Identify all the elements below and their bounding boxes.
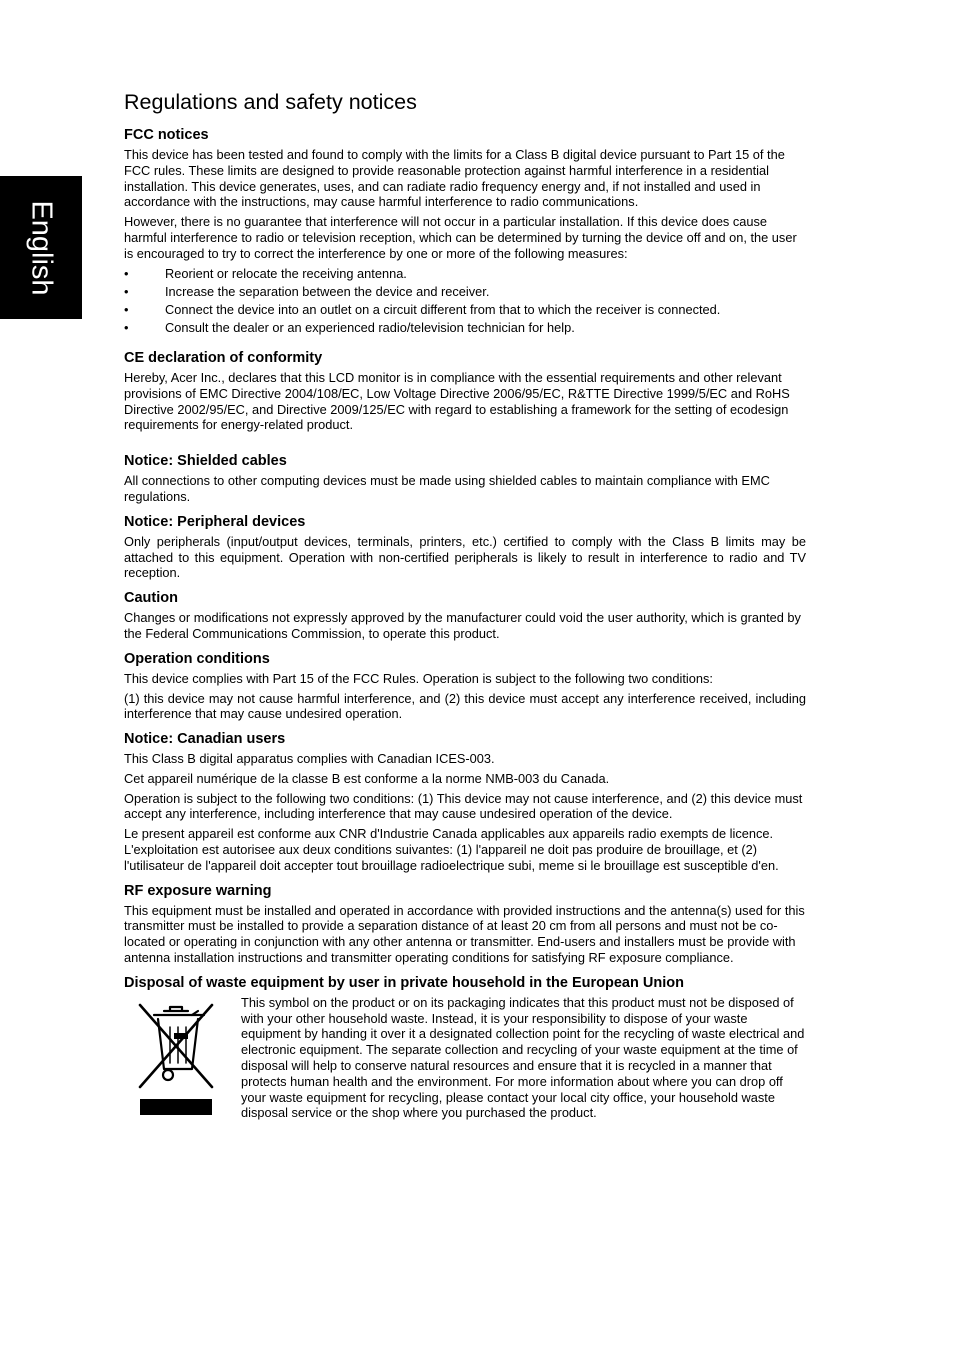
- bullet-mark: •: [124, 283, 129, 299]
- rf-exposure-heading: RF exposure warning: [124, 882, 272, 899]
- bullet-mark: •: [124, 265, 129, 281]
- fcc-paragraph-2: However, there is no guarantee that interference will not occur in a particular installation. If this device does cause harmful interference to radio or television reception, which can be determined by turning the device off and on, the user is encouraged to try to correct the interference by one or more of the following measures:: [124, 214, 797, 261]
- caution-heading: Caution: [124, 590, 178, 607]
- rf-exposure-paragraph: This equipment must be installed and operated in accordance with provided instructions and the antenna(s) used for this transmitter must be installed to provide a separation distance of at least 20 cm from all persons and must not be co-located or operating in conjunction with any other antenna or transmitter. End-users and installers must be provide with antenna installation instructions and transmitter operating conditions for satisfying RF exposure compliance.: [124, 902, 805, 966]
- fcc-heading: FCC notices: [124, 127, 209, 143]
- peripheral-devices-section: [124, 513, 806, 581]
- list-item: [124, 266, 806, 282]
- waste-disposal-body: [124, 995, 806, 1121]
- operation-conditions-section: [124, 650, 806, 722]
- waste-disposal-paragraph: This symbol on the product or on its packaging indicates that this product must not be disposed of with your other household waste. Instead, it is your responsibility to dispose of your waste equipment by handing it over it a designated collection point for the recycling of waste electrical and electronic equipment. The separate collection and recycling of your waste equipment at the time of disposal will help to conserve natural resources and ensure that it is recycled in a manner that protects human health and the environment. For more information about where you can drop off your waste equipment for recycling, please contact your local city office, your household waste disposal service or the shop where you purchased the product.: [241, 994, 805, 1121]
- ce-heading: CE declaration of conformity: [124, 349, 323, 366]
- page-title: Regulations and safety notices: [124, 90, 417, 114]
- crossed-out-wheelie-bin-icon: [136, 1003, 216, 1121]
- ce-section: [124, 349, 806, 433]
- fcc-paragraph-1: This device has been tested and found to comply with the limits for a Class B digital device pursuant to Part 15 of the FCC rules. These limits are designed to provide reasonable protection against harmful interference in a residential installation. This device generates, uses, and can radiate radio frequency energy and, if not installed and used in accordance with the instructions, may cause harmful interference to radio communications.: [124, 147, 785, 210]
- peripheral-devices-paragraph: Only peripherals (input/output devices, terminals, printers, etc.) certified to comply with the Class B limits may be attached to this equipment. Operation with non-certified peripherals is likely to result in interference to radio and TV reception.: [124, 533, 806, 581]
- list-item: [124, 320, 806, 336]
- list-item: [124, 302, 806, 318]
- list-item-text: Increase the separation between the device and receiver.: [165, 283, 490, 299]
- canadian-users-section: [124, 730, 806, 874]
- bullet-mark: •: [124, 320, 129, 336]
- caution-section: [124, 589, 806, 642]
- ce-paragraph: Hereby, Acer Inc., declares that this LCD monitor is in compliance with the essential requirements and other relevant provisions of EMC Directive 2004/108/EC, Low Voltage Directive 2006/95/EC, R&TTE Directive 1999/5/EC and RoHS Directive 2002/95/EC, and Directive 2009/125/EC with regard to establishing a framework for the setting of ecodesign requirements for energy-related product.: [124, 369, 790, 433]
- list-item-text: Connect the device into an outlet on a circuit different from that to which the receiver is connected.: [165, 301, 721, 317]
- list-item-text: Consult the dealer or an experienced radio/television technician for help.: [165, 320, 575, 336]
- fcc-section: [124, 126, 806, 336]
- shielded-cables-heading: Notice: Shielded cables: [124, 453, 287, 470]
- language-side-tab: [0, 176, 82, 319]
- canadian-users-heading: Notice: Canadian users: [124, 731, 286, 748]
- document-content: [124, 88, 806, 1125]
- fcc-measures-list: [124, 266, 806, 336]
- operation-conditions-paragraph-2: (1) this device may not cause harmful interference, and (2) this device must accept any interference received, including interference that may cause undesired operation.: [124, 690, 806, 722]
- waste-disposal-section: [124, 974, 806, 1121]
- canadian-users-paragraph-1: This Class B digital apparatus complies with Canadian ICES-003.: [124, 751, 495, 767]
- rf-exposure-section: [124, 882, 806, 966]
- list-item-text: Reorient or relocate the receiving antenna.: [165, 265, 407, 281]
- shielded-cables-section: [124, 452, 806, 505]
- list-item: [124, 284, 806, 300]
- operation-conditions-paragraph-1: This device complies with Part 15 of the FCC Rules. Operation is subject to the following two conditions:: [124, 670, 713, 686]
- canadian-users-paragraph-2: Cet appareil numérique de la classe B est conforme a la norme NMB-003 du Canada.: [124, 770, 610, 786]
- bullet-mark: •: [124, 301, 129, 317]
- language-side-tab-label: English: [25, 199, 58, 296]
- waste-disposal-heading: Disposal of waste equipment by user in private household in the European Union: [124, 974, 684, 991]
- canadian-users-paragraph-3: Operation is subject to the following two conditions: (1) This device may not cause interference, and (2) this device must accept any interference, including interference that may cause undesired operation of the device.: [124, 790, 803, 822]
- canadian-users-paragraph-4: Le present appareil est conforme aux CNR d'Industrie Canada applicables aux appareils radio exempts de licence. L'exploitation est autorisee aux deux conditions suivantes: (1) l'appareil ne doit pas produire de brouillage, et (2) l'utilisateur de l'appareil doit accepter tout brouillage radioelectrique subi, meme si le brouillage est susceptible d'en.: [124, 826, 779, 873]
- peripheral-devices-heading: Notice: Peripheral devices: [124, 513, 306, 530]
- operation-conditions-heading: Operation conditions: [124, 650, 270, 667]
- shielded-cables-paragraph: All connections to other computing devices must be made using shielded cables to maintain compliance with EMC regulations.: [124, 473, 770, 504]
- caution-paragraph: Changes or modifications not expressly approved by the manufacturer could void the user authority, which is granted by the Federal Communications Commission, to operate this product.: [124, 610, 801, 641]
